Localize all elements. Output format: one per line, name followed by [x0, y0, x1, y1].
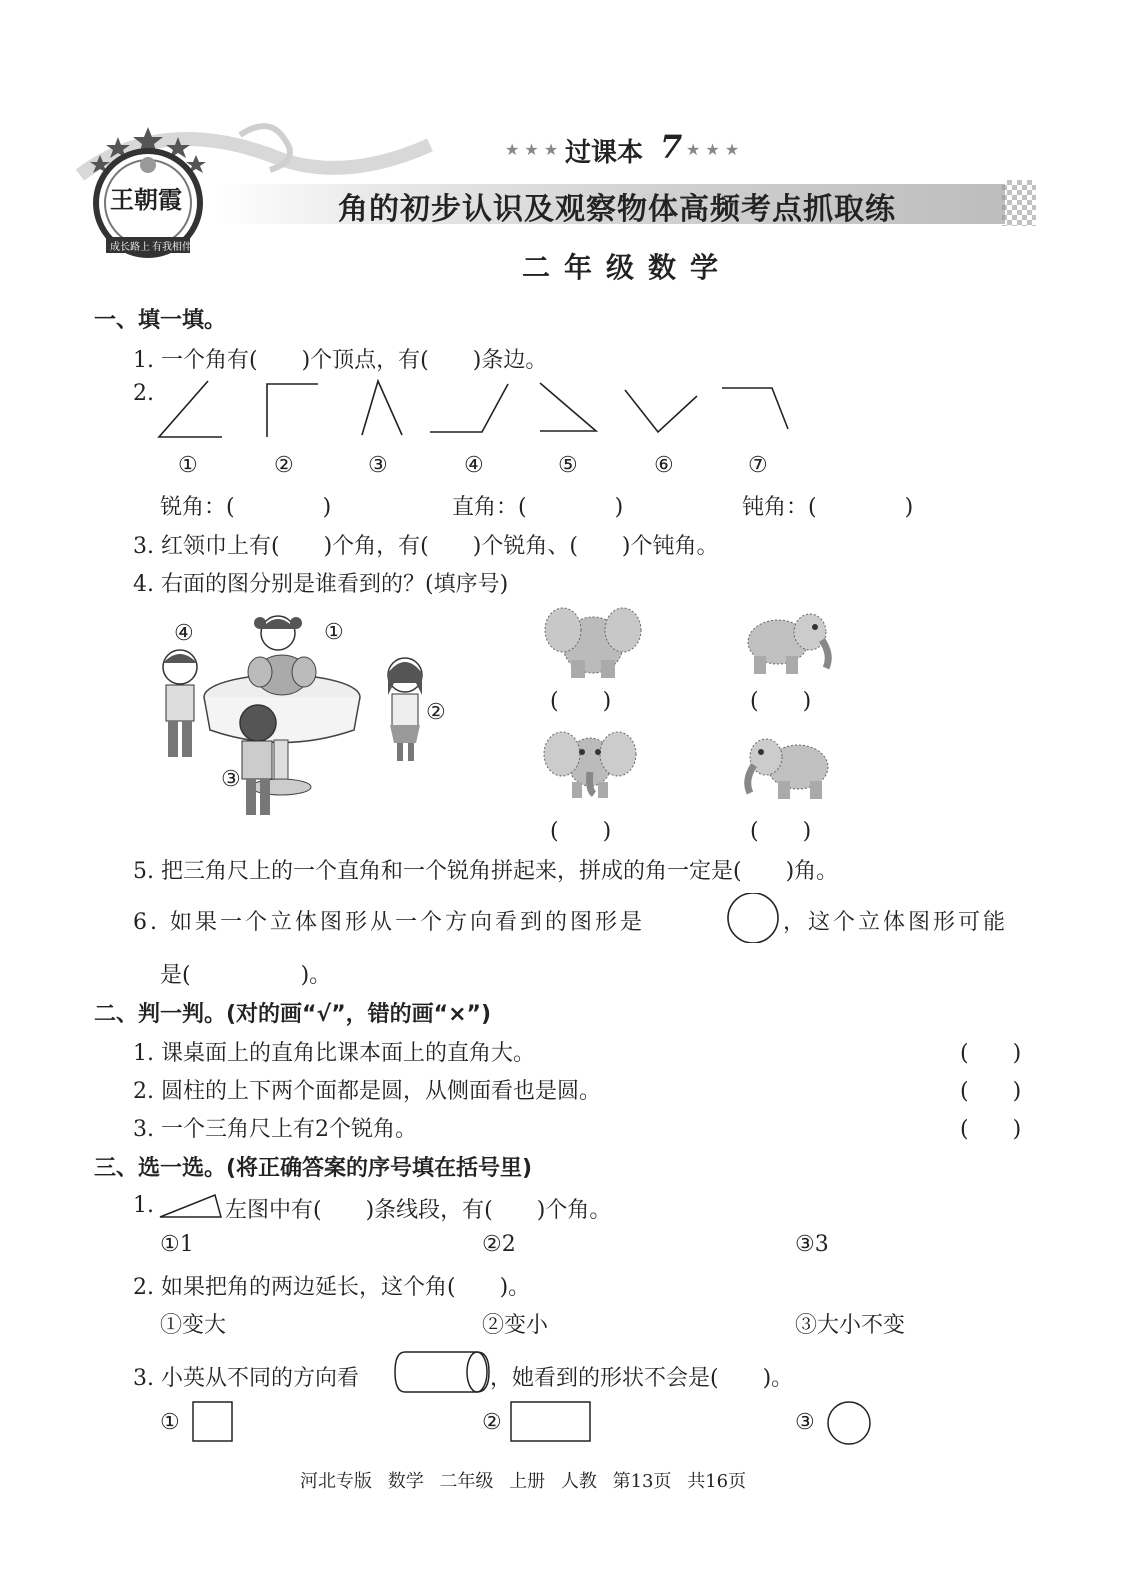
acute-angle-answer[interactable]: 锐角：( ) [160, 495, 332, 520]
angle-5-acute [540, 383, 596, 431]
s3-question-3-part-a: 3. 小英从不同的方向看 [133, 1366, 359, 1391]
s3-q2-option-2[interactable]: ②变小 [482, 1313, 549, 1338]
s3-q3-option-3-label[interactable]: ③ [795, 1410, 815, 1435]
elephant-answer-4[interactable]: ( ) [750, 819, 812, 844]
s2-answer-1[interactable]: ( ) [960, 1041, 1022, 1066]
kicker-label: 过课本 [565, 138, 644, 168]
s2-answer-2[interactable]: ( ) [960, 1079, 1022, 1104]
elephant-answer-2[interactable]: ( ) [750, 689, 812, 714]
angle-label-3: ③ [368, 453, 388, 478]
s1-question-6-part-a: 6. 如果一个立体图形从一个方向看到的图形是 [133, 910, 645, 935]
cylinder-figure [393, 1350, 493, 1394]
logo-text: 王朝霞 [110, 185, 182, 214]
triangle-figure [157, 1190, 227, 1220]
section1-heading: 一、填一填。 [94, 308, 227, 333]
angle-4-obtuse [430, 384, 508, 432]
s1-question-5: 5. 把三角尺上的一个直角和一个锐角拼起来，拼成的角一定是( )角。 [133, 859, 839, 884]
s3-question-1-number: 1. [133, 1193, 154, 1218]
elephant-view-side-right [738, 725, 838, 805]
s2-item-3: 3. 一个三角尺上有2个锐角。 [133, 1117, 417, 1142]
kicker-stars-right: ★ ★ ★ [686, 140, 740, 159]
elephant-view-front [540, 722, 640, 802]
banner-checker-decoration [1002, 180, 1036, 226]
elephant-answer-3[interactable]: ( ) [550, 819, 612, 844]
s2-answer-3[interactable]: ( ) [960, 1117, 1022, 1142]
child-label-4: ④ [174, 621, 194, 646]
s2-item-1: 1. 课桌面上的直角比课本面上的直角大。 [133, 1041, 535, 1066]
child-label-1: ① [324, 620, 344, 645]
page-title: 角的初步认识及观察物体高频考点抓取练 [338, 192, 896, 227]
angle-2-right [267, 384, 318, 437]
angle-label-1: ① [178, 453, 198, 478]
s1-question-3: 3. 红领巾上有( )个角，有( )个锐角、( )个钝角。 [133, 534, 719, 559]
angle-label-2: ② [274, 453, 294, 478]
s3-question-3-part-b: ，她看到的形状不会是( )。 [490, 1366, 794, 1391]
square-shape-icon[interactable] [192, 1401, 234, 1443]
section2-heading: 二、判一判。(对的画“√”，错的画“×”) [94, 1002, 492, 1027]
kicker-number: 7 [660, 128, 683, 166]
circle-shape-icon [725, 893, 781, 943]
obtuse-angle-answer[interactable]: 钝角：( ) [742, 495, 914, 520]
kicker-stars-left: ★ ★ ★ [505, 140, 559, 159]
s3-question-1-text: 左图中有( )条线段，有( )个角。 [225, 1198, 612, 1223]
right-angle-answer[interactable]: 直角：( ) [452, 495, 624, 520]
elephant-view-side-left [738, 600, 838, 680]
s1-question-1: 1. 一个角有( )个顶点，有( )条边。 [133, 348, 548, 373]
s3-q1-option-3[interactable]: ③3 [795, 1232, 829, 1257]
angle-3-acute [362, 381, 402, 435]
children-table-illustration [150, 605, 450, 835]
page-subtitle: 二年级数学 [522, 251, 733, 284]
s3-question-2: 2. 如果把角的两边延长，这个角( )。 [133, 1275, 531, 1300]
angle-label-4: ④ [464, 453, 484, 478]
logo-slogan-left: 成长路上 [110, 242, 150, 253]
s3-q2-option-1[interactable]: ①变大 [160, 1313, 227, 1338]
angle-label-7: ⑦ [748, 453, 768, 478]
s1-question-6-part-c: 是( )。 [160, 963, 332, 988]
elephant-answer-1[interactable]: ( ) [550, 689, 612, 714]
s3-q2-option-3[interactable]: ③大小不变 [795, 1313, 906, 1338]
s3-q1-option-2[interactable]: ②2 [482, 1232, 516, 1257]
rectangle-shape-icon[interactable] [510, 1401, 592, 1443]
s3-q3-option-1-label[interactable]: ① [160, 1410, 180, 1435]
circle-option-icon[interactable] [826, 1400, 872, 1446]
child-label-3: ③ [221, 767, 241, 792]
page-footer: 河北专版 数学 二年级 上册 人教 第13页 共16页 [300, 1471, 747, 1492]
angle-label-5: ⑤ [558, 453, 578, 478]
child-label-2: ② [426, 700, 446, 725]
section3-heading: 三、选一选。(将正确答案的序号填在括号里) [94, 1156, 533, 1181]
s3-q1-option-1[interactable]: ①1 [160, 1232, 194, 1257]
s1-question-2-number: 2. [133, 381, 154, 406]
angle-6-obtuse [625, 390, 697, 432]
s2-item-2: 2. 圆柱的上下两个面都是圆，从侧面看也是圆。 [133, 1079, 601, 1104]
logo-slogan-right: 有我相伴 [152, 242, 192, 253]
s1-question-4: 4. 右面的图分别是谁看到的？(填序号) [133, 572, 509, 597]
angle-7-obtuse [722, 388, 788, 429]
elephant-view-back [543, 600, 643, 680]
angle-1-acute [159, 381, 222, 437]
s3-q3-option-2-label[interactable]: ② [482, 1410, 502, 1435]
s1-question-6-part-b: ，这个立体图形可能 [783, 910, 1009, 935]
angle-figures [150, 375, 810, 445]
angle-label-6: ⑥ [654, 453, 674, 478]
